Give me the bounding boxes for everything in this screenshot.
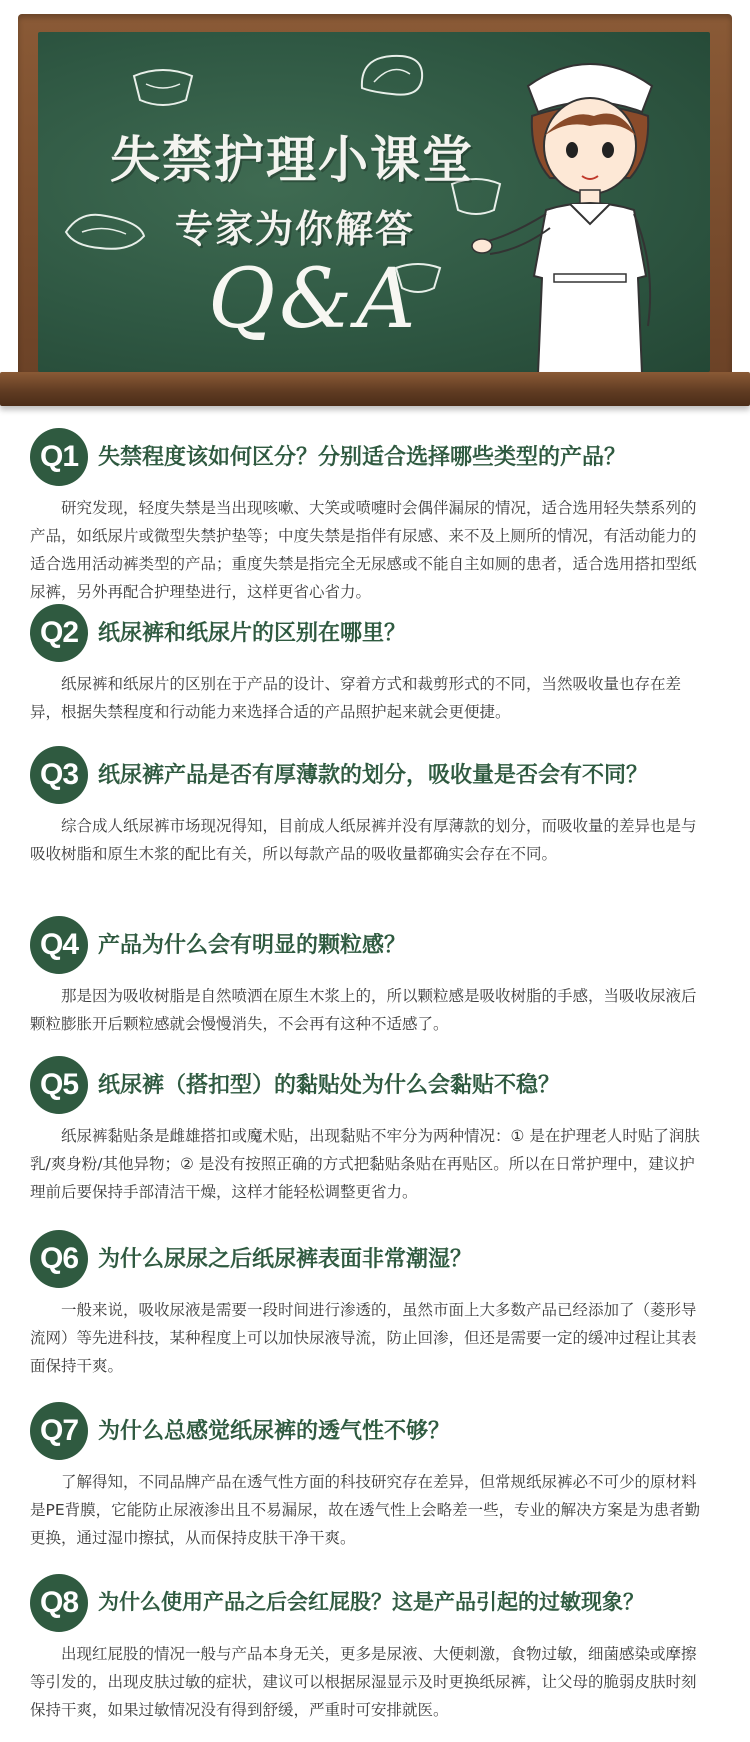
qa-item-1 [0,428,750,606]
blackboard-banner [0,0,750,410]
question-badge: Q7 [30,1402,88,1460]
answer-text: 研究发现，轻度失禁是当出现咳嗽、大笑或喷嚏时会偶伴漏尿的情况，适合选用轻失禁系列的产品，如纸尿片或微型失禁护垫等；中度失禁是指伴有尿感、来不及上厕所的情况，有活动能力的适合选用活动裤类型的产品；重度失禁是指完全无尿感或不能自主如厕的患者，适合选用搭扣型纸尿裤，另外再配合护理垫进行，这样更省心省力。 [30,499,697,601]
answer-text: 综合成人纸尿裤市场现况得知，目前成人纸尿裤并没有厚薄款的划分，而吸收量的差异也是与吸收树脂和原生木浆的配比有关，所以每款产品的吸收量都确实会存在不同。 [30,817,697,863]
question-text: 纸尿裤产品是否有厚薄款的划分，吸收量是否会有不同？ [98,763,649,788]
banner-title: 失禁护理小课堂 [110,131,474,189]
banner-qa-label: Q&A [208,252,420,347]
answer-text: 出现红屁股的情况一般与产品本身无关，更多是尿液、大便刺激，食物过敏，细菌感染或摩擦等引发的，出现皮肤过敏的症状，建议可以根据尿湿显示及时更换纸尿裤，让父母的脆弱皮肤时刻保持干爽，如果过敏情况没有得到舒缓，严重时可安排就医。 [30,1645,697,1719]
answer-text: 一般来说，吸收尿液是需要一段时间进行渗透的，虽然市面上大多数产品已经添加了（菱形导流网）等先进科技，某种程度上可以加快尿液导流，防止回渗，但还是需要一定的缓冲过程让其表面保持干爽。 [30,1301,697,1375]
question-badge: Q6 [30,1230,88,1288]
qa-item-8 [0,1574,750,1724]
question-badge: Q8 [30,1574,88,1632]
answer-text: 纸尿裤黏贴条是雌雄搭扣或魔术贴，出现黏贴不牢分为两种情况：① 是在护理老人时贴了润肤乳/爽身粉/其他异物；② 是没有按照正确的方式把黏贴条贴在再贴区。所以在日常护理中，建议护理前后要保持手部清洁干燥，这样才能轻松调整更省力。 [30,1127,700,1201]
banner-subtitle: 专家为你解答 [175,207,416,251]
question-text: 产品为什么会有明显的颗粒感？ [98,933,407,958]
qa-item-5 [0,1056,750,1206]
question-text: 为什么使用产品之后会红屁股？这是产品引起的过敏现象？ [98,1590,644,1614]
question-badge: Q3 [30,746,88,804]
qa-item-2 [0,604,750,726]
question-text: 为什么尿尿之后纸尿裤表面非常潮湿？ [98,1247,473,1272]
blackboard-ledge [0,372,750,406]
qa-item-3 [0,746,750,868]
question-text: 失禁程度该如何区分？分别适合选择哪些类型的产品？ [98,445,627,470]
question-text: 纸尿裤（搭扣型）的黏贴处为什么会黏贴不稳？ [98,1073,561,1098]
question-text: 纸尿裤和纸尿片的区别在哪里？ [98,621,407,646]
question-badge: Q5 [30,1056,88,1114]
question-text: 为什么总感觉纸尿裤的透气性不够？ [98,1419,451,1444]
pad-doodle-icon [352,48,432,103]
qa-item-6 [0,1230,750,1380]
answer-text: 了解得知，不同品牌产品在透气性方面的科技研究存在差异，但常规纸尿裤必不可少的原材料是PE背膜，它能防止尿液渗出且不易漏尿，故在透气性上会略差一些，专业的解决方案是为患者勤更换，通过湿巾擦拭，从而保持皮肤干净干爽。 [30,1473,701,1547]
pad-left-doodle-icon [60,206,150,256]
qa-item-7 [0,1402,750,1552]
diaper-doodle-icon [128,62,198,112]
answer-text: 纸尿裤和纸尿片的区别在于产品的设计、穿着方式和裁剪形式的不同，当然吸收量也存在差异，根据失禁程度和行动能力来选择合适的产品照护起来就会更便捷。 [30,675,682,721]
question-badge: Q4 [30,916,88,974]
nurse-illustration [470,46,710,376]
answer-text: 那是因为吸收树脂是自然喷洒在原生木浆上的，所以颗粒感是吸收树脂的手感，当吸收尿液后颗粒膨胀开后颗粒感就会慢慢消失，不会再有这种不适感了。 [30,987,697,1033]
question-badge: Q2 [30,604,88,662]
question-badge: Q1 [30,428,88,486]
qa-item-4 [0,916,750,1038]
